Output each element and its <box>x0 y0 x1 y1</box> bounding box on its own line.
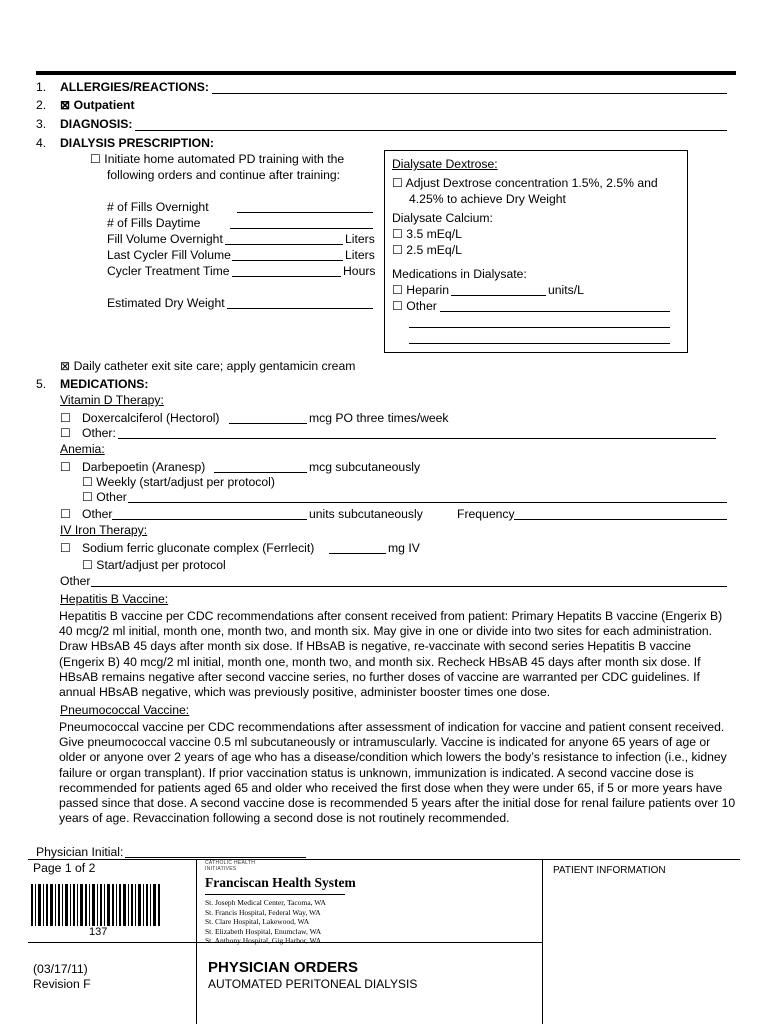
dialysate-other-field[interactable] <box>440 311 670 312</box>
physician-initial-label: Physician Initial: <box>36 845 124 859</box>
logo-chi-line2: INITIATIVES <box>205 866 237 872</box>
initiate-training-text: following orders and continue after training: <box>107 168 341 182</box>
darbepoetin-unit: mcg subcutaneously <box>309 460 421 474</box>
pneumococcal-text: Pneumococcal vaccine per CDC recommendations after assessment of indication for vaccine and patient consent received. Give pneumococcal vaccine 0.5 ml subcutaneously or intramuscularly. Vaccine is indicated for anyone 65 years of age or older or anyone over 2 years of age who has a disease/condition which lowers the body’s resistance to infection (i.e., kidney failure or organ transplant). If prior vaccination status is unknown, immunization is indicated. A second vaccine dose is recommended for patients aged 65 and older who received the first dose when they were under 65, if 5 or more years have passed since that dose. A second vaccine dose is recommended 5 years after the initial dose for renal failure patients over 10 years of age. Revaccination following a second dose is not routinely recommended. <box>59 720 736 826</box>
ferrlecit-dose-field[interactable] <box>329 553 386 554</box>
adjust-dextrose-text: 4.25% to achieve Dry Weight <box>409 192 566 206</box>
vitamin-d-other-label: Other: <box>82 426 116 440</box>
frequency-label: Frequency <box>457 507 515 521</box>
fills-overnight-field[interactable] <box>237 212 373 213</box>
darbepoetin-checkbox[interactable]: ☐ <box>60 460 71 474</box>
patient-info-label: PATIENT INFORMATION <box>553 865 666 876</box>
fill-volume-unit: Liters <box>345 232 375 246</box>
dextrose-title: Dialysate Dextrose: <box>392 157 498 171</box>
vitamin-d-title: Vitamin D Therapy: <box>60 393 164 407</box>
initiate-training-checkbox[interactable]: ☐ Initiate home automated PD training with the <box>90 152 345 166</box>
heparin-unit: units/L <box>548 283 584 297</box>
diagnosis-field[interactable] <box>135 130 727 131</box>
heparin-field[interactable] <box>451 295 546 296</box>
weekly-checkbox[interactable]: ☐ Weekly (start/adjust per protocol) <box>82 475 275 489</box>
last-cycler-label: Last Cycler Fill Volume <box>107 248 231 262</box>
franciscan-logo <box>205 860 375 946</box>
dialysate-meds-title: Medications in Dialysate: <box>392 267 527 281</box>
adjust-dextrose-checkbox[interactable]: ☐ Adjust Dextrose concentration 1.5%, 2.5% and <box>392 176 658 190</box>
dialysate-other-line-2[interactable] <box>409 327 670 328</box>
item-number-2: 2. <box>36 98 47 112</box>
form-date: (03/17/11) <box>33 962 88 976</box>
footer-rule <box>28 859 740 860</box>
anemia-other-field[interactable] <box>112 519 307 520</box>
form-subtitle: AUTOMATED PERITONEAL DIALYSIS <box>208 977 418 991</box>
diagnosis-label: DIAGNOSIS: <box>60 117 133 131</box>
calcium-3-5-checkbox[interactable]: ☐ 3.5 mEq/L <box>392 227 462 241</box>
doxercalciferol-dose-field[interactable] <box>229 423 307 424</box>
anemia-sub-other-checkbox[interactable]: ☐ Other <box>82 490 127 504</box>
dialysate-other-checkbox[interactable]: ☐ Other <box>392 299 437 313</box>
fills-overnight-label: # of Fills Overnight <box>107 200 209 214</box>
last-cycler-field[interactable] <box>232 260 343 261</box>
calcium-title: Dialysate Calcium: <box>392 211 493 225</box>
footer-divider-right <box>542 859 543 1024</box>
outpatient-checkbox[interactable]: ⊠ Outpatient <box>60 98 135 112</box>
barcode-image <box>31 884 161 926</box>
hospital-1: St. Joseph Medical Center, Tacoma, WA <box>205 898 326 907</box>
dialysis-prescription-label: DIALYSIS PRESCRIPTION: <box>60 136 214 150</box>
calcium-2-5-checkbox[interactable]: ☐ 2.5 mEq/L <box>392 243 462 257</box>
pneumococcal-title: Pneumococcal Vaccine: <box>60 703 190 717</box>
top-rule <box>36 71 736 75</box>
vitamin-d-other-checkbox[interactable]: ☐ <box>60 426 71 440</box>
anemia-sub-other-field[interactable] <box>128 502 727 503</box>
ferrlecit-checkbox[interactable]: ☐ <box>60 541 71 555</box>
medications-label: MEDICATIONS: <box>60 377 149 391</box>
darbepoetin-dose-field[interactable] <box>214 472 307 473</box>
frequency-field[interactable] <box>514 519 727 520</box>
item-number-5: 5. <box>36 377 47 391</box>
start-adjust-checkbox[interactable]: ☐ Start/adjust per protocol <box>82 558 226 572</box>
allergies-label: ALLERGIES/REACTIONS: <box>60 80 209 94</box>
dialysate-other-line-3[interactable] <box>409 343 670 344</box>
hospital-3: St. Clare Hospital, Lakewood, WA <box>205 917 310 927</box>
barcode-number: 137 <box>89 926 108 938</box>
dry-weight-field[interactable] <box>227 308 373 309</box>
doxercalciferol-checkbox[interactable]: ☐ <box>60 411 71 425</box>
allergies-field[interactable] <box>212 93 727 94</box>
fill-volume-label: Fill Volume Overnight <box>107 232 223 246</box>
iron-other-field[interactable] <box>91 586 727 587</box>
iron-other-label: Other <box>60 574 91 588</box>
logo-name: Franciscan Health System <box>205 875 356 890</box>
cycler-time-label: Cycler Treatment Time <box>107 264 230 278</box>
anemia-other-checkbox[interactable]: ☐ <box>60 507 71 521</box>
item-number-3: 3. <box>36 117 47 131</box>
anemia-other-unit: units subcutaneously <box>309 507 423 521</box>
hospital-5: St. Anthony Hospital, Gig Harbor, WA <box>205 936 322 946</box>
anemia-title: Anemia: <box>60 442 105 456</box>
dry-weight-label: Estimated Dry Weight <box>107 296 225 310</box>
last-cycler-unit: Liters <box>345 248 375 262</box>
form-title: PHYSICIAN ORDERS <box>208 959 359 976</box>
logo-chi-line1: CATHOLIC HEALTH <box>205 860 256 866</box>
fill-volume-field[interactable] <box>225 244 343 245</box>
vitamin-d-other-field[interactable] <box>118 438 716 439</box>
hospital-4: St. Elizabeth Hospital, Enumclaw, WA <box>205 926 322 936</box>
footer-left-rule <box>28 942 196 943</box>
ferrlecit-label: Sodium ferric gluconate complex (Ferrlecit) <box>82 541 315 555</box>
hospital-2: St. Francis Hospital, Federal Way, WA <box>205 907 321 917</box>
fills-daytime-field[interactable] <box>230 228 373 229</box>
iv-iron-title: IV Iron Therapy: <box>60 523 148 537</box>
doxercalciferol-label: Doxercalciferol (Hectorol) <box>82 411 220 425</box>
form-revision: Revision F <box>33 977 91 991</box>
heparin-checkbox[interactable]: ☐ Heparin <box>392 283 449 297</box>
anemia-other-label: Other <box>82 507 113 521</box>
fills-daytime-label: # of Fills Daytime <box>107 216 201 230</box>
item-number-1: 1. <box>36 80 47 94</box>
cycler-time-unit: Hours <box>343 264 376 278</box>
logo-rule <box>205 894 345 895</box>
hospital-list <box>205 898 375 946</box>
item-number-4: 4. <box>36 136 47 150</box>
page-indicator: Page 1 of 2 <box>33 861 96 875</box>
doxercalciferol-unit: mcg PO three times/week <box>309 411 449 425</box>
ferrlecit-unit: mg IV <box>388 541 420 555</box>
darbepoetin-label: Darbepoetin (Aranesp) <box>82 460 206 474</box>
hep-b-title: Hepatitis B Vaccine: <box>60 592 169 606</box>
catheter-care-checkbox[interactable]: ⊠ Daily catheter exit site care; apply gentamicin cream <box>60 359 356 373</box>
hep-b-text: Hepatitis B vaccine per CDC recommendations after consent received from patient: Primary Hepatits B vaccine (Engerix B) 40 mcg/2 ml initial, month one, month two, and month six. May give in one or divide into two sites for each administration. Draw HBsAB 45 days after month six dose. If HBsAB is negative, re-vaccinate with second series Hepatitis B vaccine (Engerix B) 40 mcg/2 ml initial, month one, month two, and month six. Recheck HBsAB 45 days after month six dose. If HBsAB remains negative after second vaccine series, no further doses of vaccine are warranted per CDC guidelines. If annual HBsAB negative, which was previously positive, administer booster times one dose. <box>59 609 723 700</box>
physician-initial-field[interactable] <box>125 857 306 858</box>
cycler-time-field[interactable] <box>232 276 341 277</box>
